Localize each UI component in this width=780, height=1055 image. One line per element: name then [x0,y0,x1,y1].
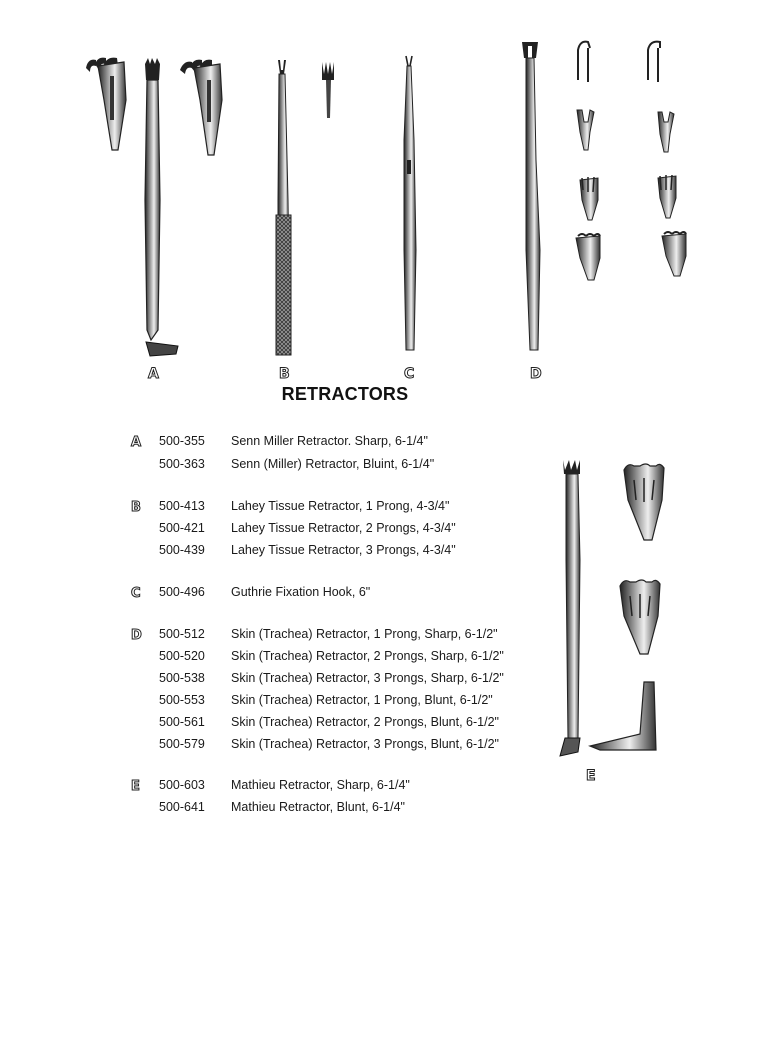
item-code: 500-520 [159,649,205,663]
item-description: Senn (Miller) Retractor, Bluint, 6-1/4" [231,457,435,471]
instrument-d-retractor [522,42,686,350]
instrument-e-retractor [560,460,664,756]
item-code: 500-561 [159,715,205,729]
group-letter-b: B [131,500,141,515]
item-description: Lahey Tissue Retractor, 1 Prong, 4-3/4" [231,499,450,513]
item-description: Mathieu Retractor, Sharp, 6-1/4" [231,778,410,792]
instrument-c-hook [404,56,416,350]
group-letter-d: D [131,628,142,643]
figure-label-e: E [586,768,596,784]
figure-label-a: A [148,366,159,382]
item-description: Skin (Trachea) Retractor, 3 Prongs, Sharp, 6-1/2" [231,671,504,685]
instrument-a-retractor [86,58,222,356]
item-description: Skin (Trachea) Retractor, 3 Prongs, Blunt, 6-1/2" [231,737,499,751]
item-description: Skin (Trachea) Retractor, 1 Prong, Blunt, 6-1/2" [231,693,493,707]
item-code: 500-641 [159,800,205,814]
item-description: Guthrie Fixation Hook, 6" [231,585,371,599]
item-description: Lahey Tissue Retractor, 2 Prongs, 4-3/4" [231,521,456,535]
figure-label-b: B [279,366,290,382]
item-code: 500-439 [159,543,205,557]
page-title: RETRACTORS [281,384,409,404]
item-description: Mathieu Retractor, Blunt, 6-1/4" [231,800,405,814]
item-code: 500-355 [159,434,205,448]
instrument-b-retractor [276,60,334,355]
item-code: 500-538 [159,671,205,685]
item-description: Skin (Trachea) Retractor, 1 Prong, Sharp, 6-1/2" [231,627,498,641]
item-code: 500-421 [159,521,205,535]
item-description: Senn Miller Retractor. Sharp, 6-1/4" [231,434,428,448]
figure-label-c: C [404,366,415,382]
item-description: Lahey Tissue Retractor, 3 Prongs, 4-3/4" [231,543,456,557]
item-code: 500-579 [159,737,205,751]
item-code: 500-512 [159,627,205,641]
item-code: 500-553 [159,693,205,707]
item-code: 500-496 [159,585,205,599]
item-description: Skin (Trachea) Retractor, 2 Prongs, Blunt, 6-1/2" [231,715,499,729]
item-code: 500-413 [159,499,205,513]
item-code: 500-363 [159,457,205,471]
group-letter-a: A [131,435,142,450]
group-letter-e: E [131,779,140,794]
figure-label-d: D [530,366,542,382]
item-code: 500-603 [159,778,205,792]
item-description: Skin (Trachea) Retractor, 2 Prongs, Sharp, 6-1/2" [231,649,504,663]
group-letter-c: C [131,586,141,601]
